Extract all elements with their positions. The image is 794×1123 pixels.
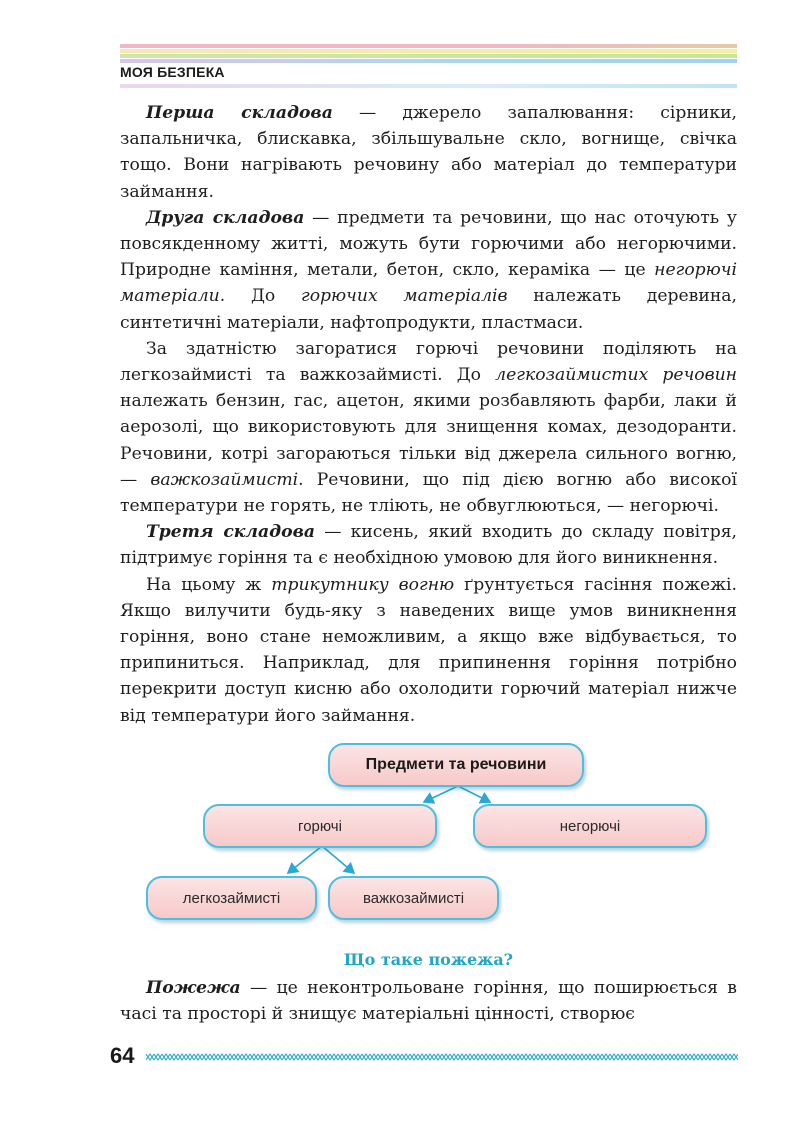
text-run: — джерело запалювання: сірники, запальничка, блискавка, збільшувальне скло, вогнище, свічка тощо. Вони нагрівають речовину або матеріал до температури займання. <box>120 103 737 202</box>
main-text-continued <box>120 975 737 1027</box>
header-decor-stripes <box>120 44 737 64</box>
main-text <box>120 100 737 729</box>
paragraph <box>120 205 737 336</box>
text-run: належать деревина, синтетичні матеріали, нафтопродукти, пластмаси. <box>120 286 737 333</box>
italic-term: легкозаймистих речовин <box>495 365 738 386</box>
section-heading: Що таке пожежа? <box>343 950 514 969</box>
text-run: За здатністю загоратися горючі речовини поділяють на легкозаймисті та важкозаймисті. До <box>120 338 737 386</box>
header-rule <box>120 84 737 88</box>
decor-stripe <box>120 49 737 53</box>
decor-stripe <box>120 54 737 58</box>
text-run: . До <box>219 286 302 307</box>
text-run: належать бензин, гас, ацетон, якими розбавляють фарби, лаки й аерозолі, що використовують для знищення комах, дезодоранти. Речовини, котрі загораються тільки від джерела сильного вогню, — <box>120 391 737 490</box>
text-run: — кисень, який входить до складу повітря, підтримує горіння та є необхідною умовою для його виникнення. <box>120 522 737 569</box>
diagram-hard-flammable-box: важкозаймисті <box>328 876 499 920</box>
classification-diagram <box>140 738 720 928</box>
section-title: МОЯ БЕЗПЕКА <box>120 64 225 80</box>
text-run: — предмети та речовини, що нас оточують у повсякденному житті, можуть бути горючими або негорючими. Природне каміння, метали, бетон, скло, кераміка — це <box>120 207 737 281</box>
italic-term: негорючі матеріали <box>120 260 737 307</box>
paragraph <box>120 519 737 571</box>
italic-term: важкозаймисті <box>150 469 299 490</box>
text-run: На цьому ж <box>146 574 272 595</box>
arrow-to-combustible <box>424 786 458 802</box>
paragraph <box>120 336 737 519</box>
page-number: 64 <box>110 1043 135 1068</box>
decor-stripe <box>120 59 737 63</box>
term: Третя складова <box>146 522 315 543</box>
italic-term: трикутнику вогню <box>271 574 455 595</box>
text-run: . Речовини, що під дією вогню або високої температури не горять, не тліють, не обвуглюються, — негорючі. <box>120 469 737 517</box>
diagram-flammable-box: легкозаймисті <box>146 876 317 920</box>
decor-stripe <box>120 44 737 48</box>
term: Пожежа <box>146 978 241 998</box>
text-run: — це неконтрольоване горіння, що поширюється в часі та просторі й знищує матеріальні цінності, створює <box>120 978 737 1025</box>
paragraph <box>120 572 737 729</box>
paragraph <box>120 100 737 205</box>
arrow-to-flammable <box>288 846 322 873</box>
term: Перша складова <box>146 103 333 123</box>
arrow-to-hard-flammable <box>322 846 354 873</box>
diagram-combustible-box: горючі <box>203 804 437 848</box>
footer-ornament <box>146 1050 738 1064</box>
paragraph <box>120 975 737 1027</box>
diagram-noncombustible-box: негорючі <box>473 804 707 848</box>
text-run: ґрунтується гасіння пожежі. Якщо вилучити будь-яку з наведених вище умов виникнення горіння, воно стане неможливим, а якщо вже відбувається, то припиниться. Наприклад, для припинення горіння потрібно перекрити доступ кисню або охолодити горючий матеріал нижче від температури його займання. <box>120 574 737 726</box>
italic-term: горючих матеріалів <box>301 286 508 307</box>
arrow-to-noncombustible <box>458 786 490 802</box>
term: Друга складова <box>146 207 305 228</box>
diagram-root-box: Предмети та речовини <box>328 743 584 787</box>
